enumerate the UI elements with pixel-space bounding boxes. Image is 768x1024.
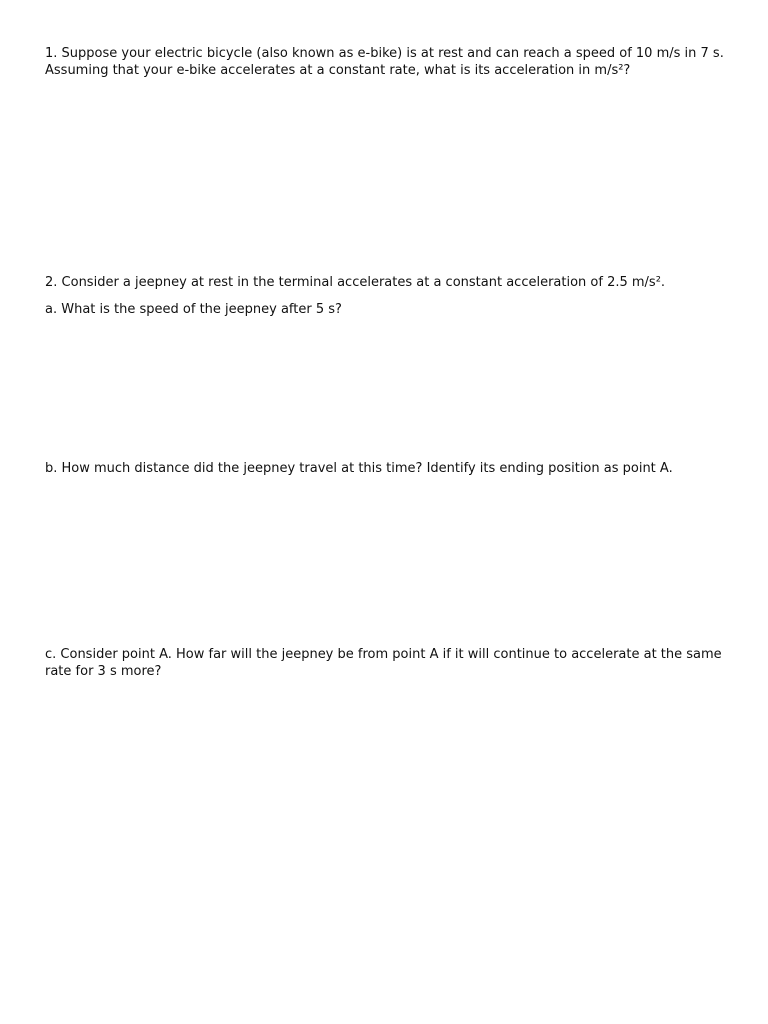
question-2c-line-1: c. Consider point A. How far will the jeepney be from point A if it will continue to accelerate at the same [45, 647, 722, 662]
question-1 [45, 45, 735, 79]
question-1-line-1: 1. Suppose your electric bicycle (also known as e-bike) is at rest and can reach a speed of 10 m/s in 7 s. [45, 46, 724, 61]
question-2c [45, 646, 735, 680]
question-2b: b. How much distance did the jeepney travel at this time? Identify its ending position as point A. [45, 461, 673, 476]
question-1-line-2: Assuming that your e-bike accelerates at a constant rate, what is its acceleration in m/s²? [45, 63, 631, 78]
question-2a: a. What is the speed of the jeepney after 5 s? [45, 302, 342, 317]
question-2c-line-2: rate for 3 s more? [45, 664, 162, 679]
question-2: 2. Consider a jeepney at rest in the terminal accelerates at a constant acceleration of 2.5 m/s². [45, 275, 666, 290]
